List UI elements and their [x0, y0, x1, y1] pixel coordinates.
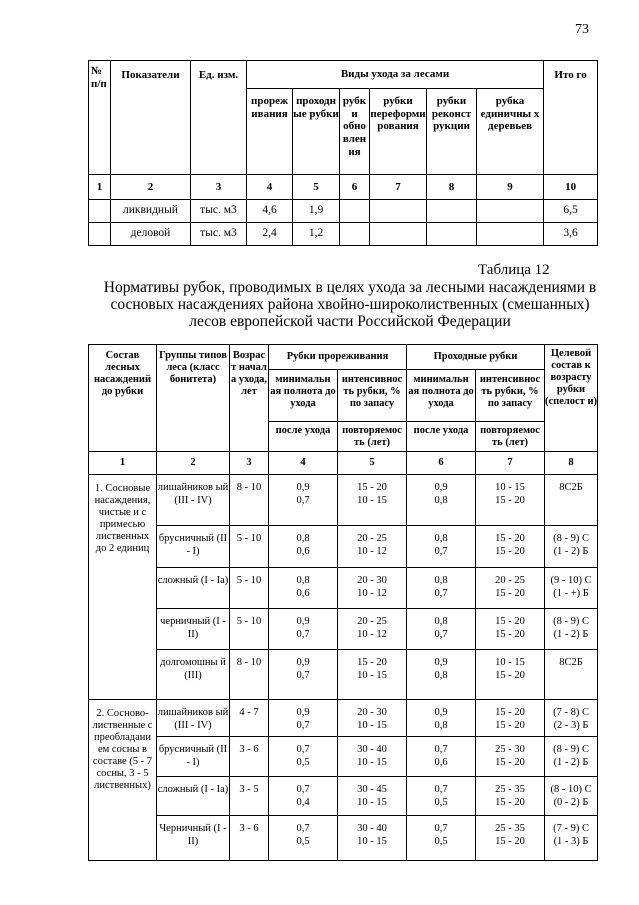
col-number: 1 [89, 452, 157, 475]
passage-intensity-cell [476, 816, 545, 861]
passage-density-cell [407, 737, 476, 777]
cell [477, 200, 544, 223]
header-after-care: после ухода [269, 422, 338, 452]
cell [340, 223, 370, 246]
table-row [89, 568, 598, 609]
passage-intensity-cell [476, 700, 545, 737]
cell-value: 0,8 [296, 533, 310, 544]
age-cell [230, 650, 269, 700]
cell [477, 223, 544, 246]
cell-value: 10 - 15 [357, 720, 387, 731]
target-composition-cell [545, 650, 598, 700]
col-number: 3 [230, 452, 269, 475]
header-renewal: рубк и обно влен ия [340, 89, 370, 175]
thinning-density-cell [269, 609, 338, 650]
cell-value: 8С2Б [559, 482, 583, 493]
cell: тыс. м3 [191, 223, 247, 246]
table-row [89, 650, 598, 700]
cell [427, 223, 477, 246]
target-composition-cell [545, 609, 598, 650]
forest-type-cell [157, 650, 230, 700]
thinning-density-cell [269, 475, 338, 526]
cell [89, 223, 111, 246]
cell-value: 0,9 [434, 657, 448, 668]
cell-value: 0,9 [296, 616, 310, 627]
table-row [89, 777, 598, 816]
cell-value: черничный (I - II) [160, 616, 226, 640]
age-cell [230, 568, 269, 609]
cell-value: 0,5 [296, 757, 310, 768]
cell-value: (1 - 3) Б [553, 836, 589, 847]
cell-value: 0,9 [434, 482, 448, 493]
age-cell [230, 777, 269, 816]
cell-value: 3 - 6 [239, 744, 259, 755]
cell-value: Черничный (I - II) [159, 823, 227, 847]
cell-value: 10 - 15 [357, 797, 387, 808]
column-numbers-row [89, 175, 598, 200]
table-body [89, 475, 598, 861]
forest-type-cell [157, 777, 230, 816]
cell: 4,6 [247, 200, 293, 223]
cell-value: 15 - 20 [495, 836, 525, 847]
thinning-density-cell [269, 700, 338, 737]
header-age: Возрас т начал а ухода, лет [230, 345, 269, 452]
cell-value: 20 - 25 [357, 533, 387, 544]
forest-type-cell [157, 700, 230, 737]
cell-value: (2 - 3) Б [553, 720, 589, 731]
passage-density-cell [407, 609, 476, 650]
cell-value: 30 - 40 [357, 744, 387, 755]
cell: 1,9 [293, 200, 340, 223]
cell-value: 15 - 20 [357, 482, 387, 493]
header-indicators: Показатели [111, 61, 191, 175]
cell: 1,2 [293, 223, 340, 246]
target-composition-cell [545, 777, 598, 816]
cell-value: 5 - 10 [236, 575, 262, 586]
cell-value: лишайников ый (III - IV) [157, 707, 229, 731]
table-row [89, 609, 598, 650]
table-caption: Таблица 12 [478, 262, 550, 278]
cell [427, 200, 477, 223]
cell-value: (9 - 10) С [550, 575, 592, 586]
cell-value: 5 - 10 [236, 616, 262, 627]
cell-value: 15 - 20 [495, 707, 525, 718]
target-composition-cell [545, 568, 598, 609]
cell-value: 0,7 [434, 823, 448, 834]
cell: 3,6 [544, 223, 598, 246]
header-intensity: интенсивнос ть рубки, % по запасу [338, 370, 407, 422]
forest-type-cell [157, 737, 230, 777]
table-row [89, 700, 598, 737]
cell [370, 200, 427, 223]
cell-value: 3 - 6 [239, 823, 259, 834]
header-passage: проходн ые рубки [293, 89, 340, 175]
col-number: 6 [340, 175, 370, 200]
thinning-intensity-cell [338, 700, 407, 737]
header-min-density: минимальн ая полнота до ухода [269, 370, 338, 422]
cell-value: лишайников ый (III - IV) [157, 482, 229, 506]
thinning-intensity-cell [338, 737, 407, 777]
column-numbers-row [89, 452, 598, 475]
cell-value: 20 - 30 [357, 575, 387, 586]
col-number: 8 [427, 175, 477, 200]
header-target: Целевой состав к возрасту рубки (спелост и) [545, 345, 598, 452]
target-composition-cell [545, 475, 598, 526]
header-single-tree: рубка единичны х деревьев [477, 89, 544, 175]
cell [370, 223, 427, 246]
thinning-density-cell [269, 737, 338, 777]
cell-value: 0,9 [296, 482, 310, 493]
passage-density-cell [407, 700, 476, 737]
cell-value: (1 - +) Б [553, 588, 589, 599]
cell-value: 0,7 [296, 823, 310, 834]
passage-density-cell [407, 568, 476, 609]
table-row [89, 200, 598, 223]
target-composition-cell [545, 526, 598, 568]
cell-value: 25 - 35 [495, 784, 525, 795]
cell-value: 10 - 15 [357, 495, 387, 506]
cell-value: 0,8 [434, 616, 448, 627]
thinning-intensity-cell [338, 475, 407, 526]
header-intensity: интенсивнос ть рубки, % по запасу [476, 370, 545, 422]
cell-value: 0,9 [296, 707, 310, 718]
table-title: Нормативы рубок, проводимых в целях ухода за лесными насаждениями в сосновых насаждениях района хвойно-широколиственных (смешанных) лесов европейской части Российской Федерации [103, 279, 597, 330]
cell-value: (8 - 9) С [553, 744, 589, 755]
cell-value: 0,8 [434, 533, 448, 544]
cell-value: 10 - 12 [357, 629, 387, 640]
cell-value: 0,9 [296, 657, 310, 668]
cell-value: 0,4 [296, 797, 310, 808]
cell: ликвидный [111, 200, 191, 223]
cell-value: долгомошны й (III) [160, 657, 226, 681]
cell-value: 0,5 [434, 797, 448, 808]
cell-value: 5 - 10 [236, 533, 262, 544]
cell-value: 0,7 [434, 784, 448, 795]
cell-value: 0,5 [434, 836, 448, 847]
cell-value: 0,8 [296, 575, 310, 586]
target-composition-cell [545, 737, 598, 777]
cell-value: 10 - 12 [357, 588, 387, 599]
thinning-intensity-cell [338, 568, 407, 609]
cell-value: 0,7 [296, 784, 310, 795]
header-repeat: повторяемос ть (лет) [476, 422, 545, 452]
header-thinning: прореж ивания [247, 89, 293, 175]
thinning-intensity-cell [338, 777, 407, 816]
cell: 2,4 [247, 223, 293, 246]
passage-density-cell [407, 816, 476, 861]
cell-value: 10 - 15 [495, 482, 525, 493]
cell-value: 10 - 15 [357, 836, 387, 847]
passage-density-cell [407, 777, 476, 816]
thinning-density-cell [269, 777, 338, 816]
cell: деловой [111, 223, 191, 246]
col-number: 5 [338, 452, 407, 475]
cell-value: 20 - 30 [357, 707, 387, 718]
cell [340, 200, 370, 223]
cell-value: 0,7 [296, 495, 310, 506]
header-repeat: повторяемос ть (лет) [338, 422, 407, 452]
cell-value: (8 - 10) С [550, 784, 592, 795]
header-min-density: минимальн ая полнота до ухода [407, 370, 476, 422]
cell-value: 25 - 35 [495, 823, 525, 834]
passage-density-cell [407, 475, 476, 526]
forest-type-cell [157, 816, 230, 861]
col-number: 2 [111, 175, 191, 200]
cell-value: сложный (I - Ia) [157, 575, 229, 586]
table-row [89, 526, 598, 568]
col-number: 5 [293, 175, 340, 200]
cell-value: 15 - 20 [495, 720, 525, 731]
cell-value: 10 - 15 [357, 757, 387, 768]
cell-value: 15 - 20 [495, 546, 525, 557]
care-volume-table [88, 60, 598, 246]
age-cell [230, 609, 269, 650]
composition-cell: 2. Сосново-лиственные с преобладани ем сосны в составе (5 - 7 сосны, 3 - 5 лиственных) [89, 700, 157, 861]
cell-value: 0,8 [434, 720, 448, 731]
target-composition-cell [545, 816, 598, 861]
age-cell [230, 737, 269, 777]
header-num: № п/п [89, 61, 111, 175]
cell-value: 0,7 [296, 720, 310, 731]
page-number: 73 [575, 22, 589, 37]
cell-value: брусничный (II - I) [158, 744, 228, 768]
cell-value: (8 - 9) С [553, 616, 589, 627]
cell-value: 0,7 [434, 629, 448, 640]
thinning-intensity-cell [338, 526, 407, 568]
col-number: 4 [269, 452, 338, 475]
cell-value: 0,8 [434, 670, 448, 681]
passage-intensity-cell [476, 475, 545, 526]
cell-value: 0,7 [434, 588, 448, 599]
age-cell [230, 526, 269, 568]
cell-value: 15 - 20 [495, 797, 525, 808]
col-number: 7 [370, 175, 427, 200]
cell-value: 0,8 [434, 575, 448, 586]
passage-intensity-cell [476, 568, 545, 609]
thinning-density-cell [269, 526, 338, 568]
cell-value: (1 - 2) Б [553, 546, 589, 557]
cell-value: сложный (I - Ia) [157, 784, 229, 795]
passage-density-cell [407, 526, 476, 568]
thinning-intensity-cell [338, 609, 407, 650]
col-number: 9 [477, 175, 544, 200]
age-cell [230, 700, 269, 737]
cell-value: 15 - 20 [495, 616, 525, 627]
forest-type-cell [157, 609, 230, 650]
header-forest-groups: Группы типов леса (класс бонитета) [157, 345, 230, 452]
cell-value: 15 - 20 [495, 533, 525, 544]
passage-intensity-cell [476, 777, 545, 816]
header-reforming: рубки переформи рования [370, 89, 427, 175]
col-number: 10 [544, 175, 598, 200]
cell-value: 8С2Б [559, 657, 583, 668]
cell-value: 15 - 20 [495, 757, 525, 768]
col-number: 7 [476, 452, 545, 475]
passage-density-cell [407, 650, 476, 700]
passage-intensity-cell [476, 650, 545, 700]
cell [89, 200, 111, 223]
cell-value: 0,7 [296, 670, 310, 681]
cell-value: 25 - 30 [495, 744, 525, 755]
header-total: Ито го [544, 61, 598, 175]
header-care-types: Виды ухода за лесами [247, 61, 544, 89]
cell-value: 8 - 10 [236, 482, 262, 493]
cell-value: 0,5 [296, 836, 310, 847]
age-cell [230, 475, 269, 526]
cell-value: 0,6 [296, 546, 310, 557]
table-row [89, 737, 598, 777]
cell-value: 0,7 [296, 744, 310, 755]
cell-value: 0,7 [296, 629, 310, 640]
passage-intensity-cell [476, 609, 545, 650]
forest-type-cell [157, 526, 230, 568]
cell-value: 0,7 [434, 546, 448, 557]
cell-value: 10 - 15 [357, 670, 387, 681]
table-row [89, 816, 598, 861]
header-composition: Состав лесных насаждений до рубки [89, 345, 157, 452]
cell-value: брусничный (II - I) [158, 533, 228, 557]
header-unit: Ед. изм. [191, 61, 247, 175]
cell-value: (0 - 2) Б [553, 797, 589, 808]
cell-value: 15 - 20 [357, 657, 387, 668]
col-number: 1 [89, 175, 111, 200]
cell-value: 0,6 [296, 588, 310, 599]
forest-type-cell [157, 568, 230, 609]
cell-value: 3 - 5 [239, 784, 259, 795]
col-number: 6 [407, 452, 476, 475]
cell-value: 8 - 10 [236, 657, 262, 668]
table-row [89, 223, 598, 246]
thinning-density-cell [269, 816, 338, 861]
thinning-density-cell [269, 650, 338, 700]
forest-type-cell [157, 475, 230, 526]
cell-value: (7 - 8) С [553, 707, 589, 718]
header-after-care: после ухода [407, 422, 476, 452]
header-thinning: Рубки прореживания [269, 345, 407, 370]
table-row [89, 475, 598, 526]
cell-value: 15 - 20 [495, 629, 525, 640]
cell-value: (1 - 2) Б [553, 757, 589, 768]
cell-value: (1 - 2) Б [553, 629, 589, 640]
cell-value: 0,8 [434, 495, 448, 506]
composition-cell: 1. Сосновые насаждения, чистые и с примесью лиственных до 2 единиц [89, 475, 157, 700]
cell-value: 20 - 25 [495, 575, 525, 586]
cell-value: 15 - 20 [495, 495, 525, 506]
passage-intensity-cell [476, 526, 545, 568]
cell-value: 0,6 [434, 757, 448, 768]
cell-value: 0,7 [434, 744, 448, 755]
thinning-density-cell [269, 568, 338, 609]
col-number: 3 [191, 175, 247, 200]
thinning-norms-table [88, 344, 598, 861]
cell-value: 30 - 40 [357, 823, 387, 834]
cell: 6,5 [544, 200, 598, 223]
cell-value: 20 - 25 [357, 616, 387, 627]
age-cell [230, 816, 269, 861]
cell-value: 30 - 45 [357, 784, 387, 795]
col-number: 2 [157, 452, 230, 475]
cell-value: (7 - 9) С [553, 823, 589, 834]
cell-value: 10 - 12 [357, 546, 387, 557]
thinning-intensity-cell [338, 650, 407, 700]
cell-value: 0,9 [434, 707, 448, 718]
col-number: 8 [545, 452, 598, 475]
cell-value: 15 - 20 [495, 588, 525, 599]
passage-intensity-cell [476, 737, 545, 777]
header-reconstruction: рубки реконст рукции [427, 89, 477, 175]
cell-value: 10 - 15 [495, 657, 525, 668]
cell-value: (8 - 9) С [553, 533, 589, 544]
header-passage: Проходные рубки [407, 345, 545, 370]
thinning-intensity-cell [338, 816, 407, 861]
target-composition-cell [545, 700, 598, 737]
cell-value: 4 - 7 [239, 707, 259, 718]
col-number: 4 [247, 175, 293, 200]
cell-value: 15 - 20 [495, 670, 525, 681]
cell: тыс. м3 [191, 200, 247, 223]
